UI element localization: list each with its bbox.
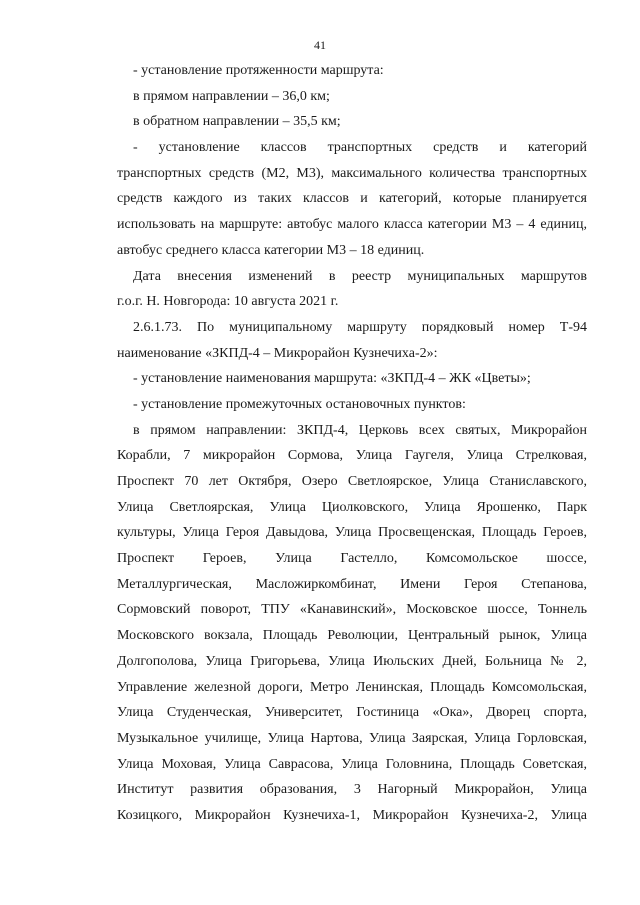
text-line: транспортных средств (М2, М3), максимального количества транспортных: [117, 165, 587, 181]
text-line: в прямом направлении: ЗКПД-4, Церковь всех святых, Микрорайон: [133, 422, 587, 438]
text-line: средств каждого из таких классов и категорий, которые планируется: [117, 191, 587, 207]
text-line: - установление наименования маршрута: «ЗКПД-4 – ЖК «Цветы»;: [133, 371, 531, 387]
text-line: использовать на маршруте: автобус малого класса категории М3 – 4 единиц,: [117, 217, 587, 233]
text-line: Улица Студенческая, Университет, Гостиница «Ока», Дворец спорта,: [117, 705, 587, 721]
text-line: Улица Моховая, Улица Саврасова, Улица Головнина, Площадь Советская,: [117, 756, 587, 772]
text-line: - установление протяженности маршрута:: [133, 63, 384, 78]
text-line: Улица Светлоярская, Улица Циолковского, Улица Ярошенко, Парк: [117, 499, 587, 515]
text-line: Козицкого, Микрорайон Кузнечиха-1, Микрорайон Кузнечиха-2, Улица: [117, 807, 587, 823]
text-line: Металлургическая, Масложиркомбинат, Имени Героя Степанова,: [117, 576, 587, 592]
text-line: Проспект Героев, Улица Гастелло, Комсомольское шоссе,: [117, 551, 587, 567]
text-line: Институт развития образования, 3 Нагорный Микрорайон, Улица: [117, 782, 587, 798]
text-line: в обратном направлении – 35,5 км;: [133, 114, 341, 130]
text-line: - установление классов транспортных средств и категорий: [133, 140, 587, 156]
text-line: 2.6.1.73. По муниципальному маршруту порядковый номер Т-94: [133, 319, 587, 335]
text-line: Сормовский поворот, ТПУ «Канавинский», Московское шоссе, Тоннель: [117, 602, 587, 618]
text-line: Дата внесения изменений в реестр муниципальных маршрутов: [133, 268, 587, 284]
text-line: г.о.г. Н. Новгорода: 10 августа 2021 г.: [117, 294, 339, 310]
text-line: - установление промежуточных остановочных пунктов:: [133, 396, 466, 412]
document-body: [117, 58, 587, 829]
text-line: Долгополова, Улица Григорьева, Улица Июльских Дней, Больница № 2,: [117, 653, 587, 669]
text-line: в прямом направлении – 36,0 км;: [133, 88, 330, 104]
text-line: Музыкальное училище, Улица Нартова, Улица Заярская, Улица Горловская,: [117, 730, 587, 746]
text-line: Проспект 70 лет Октября, Озеро Светлоярское, Улица Станиславского,: [117, 474, 587, 489]
text-line: культуры, Улица Героя Давыдова, Улица Просвещенская, Площадь Героев,: [117, 525, 587, 541]
text-line: наименование «ЗКПД-4 – Микрорайон Кузнечиха-2»:: [117, 345, 438, 361]
text-line: Управление железной дороги, Метро Ленинская, Площадь Комсомольская,: [117, 679, 587, 695]
text-line: Московского вокзала, Площадь Революции, Центральный рынок, Улица: [117, 628, 587, 644]
page-number: 41: [314, 38, 326, 52]
text-line: автобус среднего класса категории М3 – 18 единиц.: [117, 242, 425, 258]
text-line: Корабли, 7 микрорайон Сормова, Улица Гаугеля, Улица Стрелковая,: [117, 448, 587, 464]
